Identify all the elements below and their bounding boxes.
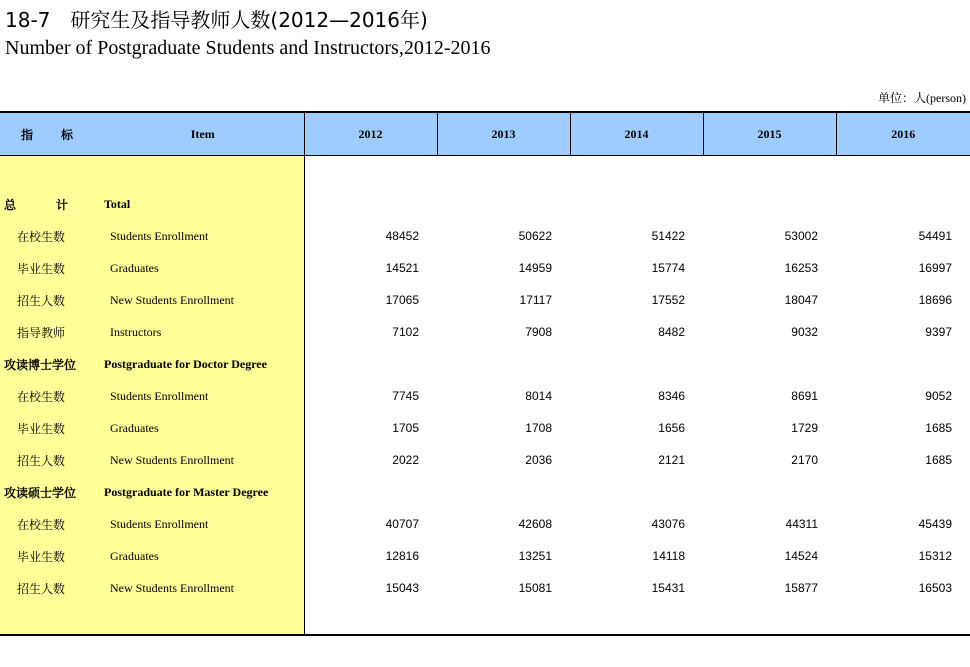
cell-value: 14959: [518, 261, 552, 275]
cell-value: 9397: [925, 325, 952, 339]
cell-value: 8691: [791, 389, 818, 403]
cell-value: 14524: [784, 549, 818, 563]
table-row: [0, 284, 970, 316]
cell-value: 1729: [791, 421, 818, 435]
cell-value: 1705: [392, 421, 419, 435]
table-row: [0, 252, 970, 284]
row-label-en: Students Enrollment: [102, 380, 304, 412]
spacer-row: [0, 604, 970, 635]
table-row: [0, 508, 970, 540]
cell-value: 54491: [918, 229, 952, 243]
cell-value: 12816: [385, 549, 419, 563]
cell-value: 14118: [652, 549, 685, 563]
cell-value: 1708: [525, 421, 552, 435]
cell-value: 7745: [392, 389, 419, 403]
group-row: [0, 476, 970, 508]
header-indicator-cn: 指 标: [0, 112, 102, 156]
cell-value: 14521: [385, 261, 419, 275]
cell-value: 48452: [385, 229, 419, 243]
row-label-en: Graduates: [102, 412, 304, 444]
header-year: 2015: [703, 112, 836, 156]
cell-value: 16253: [784, 261, 818, 275]
table-row: [0, 540, 970, 572]
cell-value: 44311: [785, 517, 818, 531]
row-label-en: Instructors: [102, 316, 304, 348]
unit-label-english: (person): [926, 91, 966, 105]
cell-value: 15877: [784, 581, 818, 595]
header-year: 2016: [836, 112, 970, 156]
header-year: 2013: [437, 112, 570, 156]
cell-value: 2170: [791, 453, 818, 467]
spacer-row: [0, 156, 970, 189]
cell-value: 9032: [791, 325, 818, 339]
row-label-cn: 在校生数: [0, 380, 102, 412]
header-year: 2014: [570, 112, 703, 156]
page-title-english: Number of Postgraduate Students and Instructors,2012-2016: [5, 37, 491, 59]
cell-value: 8014: [525, 389, 552, 403]
group-row: [0, 188, 970, 220]
row-label-cn: 招生人数: [0, 444, 102, 476]
cell-value: 51422: [651, 229, 685, 243]
cell-value: 1685: [925, 453, 952, 467]
cell-value: 15774: [651, 261, 685, 275]
page-title-chinese: 18-7 研究生及指导教师人数(2012—2016年): [5, 8, 428, 32]
cell-value: 9052: [925, 389, 952, 403]
cell-value: 7102: [392, 325, 419, 339]
group-label-cn: 攻读博士学位: [0, 348, 102, 380]
cell-value: 8482: [658, 325, 685, 339]
row-label-en: Students Enrollment: [102, 220, 304, 252]
unit-label: [878, 89, 966, 106]
cell-value: 16997: [918, 261, 952, 275]
row-label-cn: 指导教师: [0, 316, 102, 348]
row-label-cn: 在校生数: [0, 220, 102, 252]
cell-value: 13251: [518, 549, 552, 563]
cell-value: 18047: [784, 293, 818, 307]
row-label-en: Students Enrollment: [102, 508, 304, 540]
group-label-cn: 攻读硕士学位: [0, 476, 102, 508]
cell-value: 17552: [651, 293, 685, 307]
header-item-en: Item: [102, 112, 304, 156]
group-label-en: Total: [102, 188, 304, 220]
row-label-cn: 招生人数: [0, 572, 102, 604]
table-row: [0, 444, 970, 476]
cell-value: 17117: [519, 293, 552, 307]
row-label-en: Graduates: [102, 540, 304, 572]
cell-value: 50622: [518, 229, 552, 243]
cell-value: 16503: [918, 581, 952, 595]
row-label-cn: 招生人数: [0, 284, 102, 316]
table-row: [0, 220, 970, 252]
table-header-row: [0, 112, 970, 156]
cell-value: 18696: [918, 293, 952, 307]
row-label-en: New Students Enrollment: [102, 444, 304, 476]
row-label-cn: 毕业生数: [0, 252, 102, 284]
cell-value: 40707: [385, 517, 419, 531]
cell-value: 15431: [651, 581, 685, 595]
cell-value: 42608: [518, 517, 552, 531]
table-row: [0, 316, 970, 348]
cell-value: 53002: [784, 229, 818, 243]
group-label-cn: 总 计: [0, 188, 102, 220]
cell-value: 2022: [392, 453, 419, 467]
unit-label-chinese: 单位：人: [878, 91, 927, 105]
group-row: [0, 348, 970, 380]
cell-value: 15081: [518, 581, 552, 595]
cell-value: 7908: [525, 325, 552, 339]
row-label-en: New Students Enrollment: [102, 572, 304, 604]
cell-value: 1685: [925, 421, 952, 435]
header-year: 2012: [304, 112, 437, 156]
cell-value: 2036: [525, 453, 552, 467]
cell-value: 1656: [658, 421, 685, 435]
data-table: [0, 111, 970, 636]
cell-value: 15312: [918, 549, 952, 563]
cell-value: 8346: [658, 389, 685, 403]
group-label-en: Postgraduate for Master Degree: [102, 476, 304, 508]
cell-value: 2121: [658, 453, 685, 467]
group-label-en: Postgraduate for Doctor Degree: [102, 348, 304, 380]
cell-value: 45439: [918, 517, 952, 531]
cell-value: 43076: [651, 517, 685, 531]
row-label-en: New Students Enrollment: [102, 284, 304, 316]
row-label-cn: 在校生数: [0, 508, 102, 540]
table-row: [0, 572, 970, 604]
table-row: [0, 380, 970, 412]
cell-value: 15043: [385, 581, 419, 595]
row-label-cn: 毕业生数: [0, 540, 102, 572]
cell-value: 17065: [385, 293, 419, 307]
table-row: [0, 412, 970, 444]
row-label-cn: 毕业生数: [0, 412, 102, 444]
row-label-en: Graduates: [102, 252, 304, 284]
